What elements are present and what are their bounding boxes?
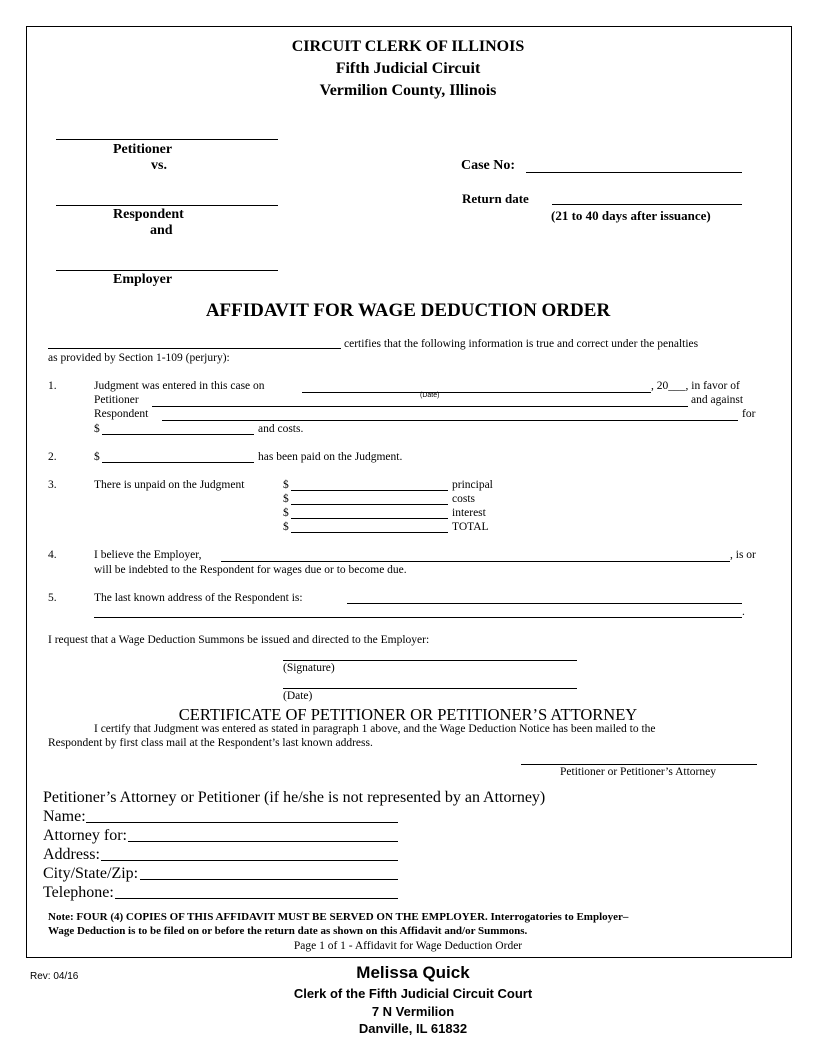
item-3-unpaid-text: There is unpaid on the Judgment bbox=[94, 479, 245, 491]
date-field[interactable] bbox=[283, 688, 577, 689]
item-4-isor-text: , is or bbox=[730, 549, 756, 561]
respondent-name-field[interactable] bbox=[162, 420, 738, 421]
costs-label: costs bbox=[452, 493, 475, 505]
item-5-period: . bbox=[742, 606, 745, 618]
item-1-year-text: , 20___, in favor of bbox=[651, 380, 740, 392]
affiant-name-field[interactable] bbox=[48, 348, 341, 349]
interest-label: interest bbox=[452, 507, 486, 519]
case-no-label: Case No: bbox=[461, 158, 516, 173]
item-1-number: 1. bbox=[48, 380, 57, 392]
principal-field[interactable] bbox=[291, 490, 448, 491]
costs-dollar: $ bbox=[283, 493, 289, 505]
date-hint: (Date) bbox=[420, 392, 440, 399]
respondent-address-field-1[interactable] bbox=[347, 603, 742, 604]
attorney-city-field[interactable] bbox=[140, 879, 398, 880]
clerk-street: 7 N Vermilion bbox=[371, 1004, 455, 1019]
item-1-judgment-text: Judgment was entered in this case on bbox=[94, 380, 265, 392]
return-date-note: (21 to 40 days after issuance) bbox=[551, 208, 711, 223]
return-date-label: Return date bbox=[462, 191, 529, 206]
respondent-label: Respondent bbox=[113, 207, 184, 222]
interest-dollar: $ bbox=[283, 507, 289, 519]
attorney-signature-label: Petitioner or Petitioner’s Attorney bbox=[560, 766, 716, 778]
item-4-number: 4. bbox=[48, 549, 57, 561]
respondent-address-field-2[interactable] bbox=[94, 617, 742, 618]
date-label: (Date) bbox=[283, 690, 313, 702]
employer-line[interactable] bbox=[56, 270, 278, 271]
employer-name-field[interactable] bbox=[221, 561, 730, 562]
case-no-field[interactable] bbox=[526, 172, 742, 173]
and-label: and bbox=[150, 223, 173, 238]
costs-field[interactable] bbox=[291, 504, 448, 505]
principal-dollar: $ bbox=[283, 479, 289, 491]
item-1-for-text: for bbox=[742, 408, 756, 420]
item-4-believe-text: I believe the Employer, bbox=[94, 549, 202, 561]
certificate-line-2: Respondent by first class mail at the Respondent’s last known address. bbox=[48, 737, 373, 749]
petitioner-label: Petitioner bbox=[113, 142, 173, 157]
intro-certifies: certifies that the following information is true and correct under the penalties bbox=[344, 338, 699, 350]
judgment-amount-field[interactable] bbox=[102, 434, 254, 435]
item-2-dollar: $ bbox=[94, 451, 100, 463]
clerk-title: Clerk of the Fifth Judicial Circuit Court bbox=[293, 986, 533, 1001]
attorney-address-field[interactable] bbox=[101, 860, 398, 861]
attorney-for-label: Attorney for: bbox=[43, 827, 127, 844]
vs-label: vs. bbox=[151, 158, 167, 173]
attorney-signature-field[interactable] bbox=[521, 764, 757, 765]
signature-label: (Signature) bbox=[283, 662, 335, 674]
signature-field[interactable] bbox=[283, 660, 577, 661]
request-text: I request that a Wage Deduction Summons be issued and directed to the Employer: bbox=[48, 634, 430, 646]
attorney-address-label: Address: bbox=[43, 846, 100, 863]
page-footer: Page 1 of 1 - Affidavit for Wage Deduction Order bbox=[293, 940, 523, 952]
attorney-telephone-label: Telephone: bbox=[43, 884, 114, 901]
certificate-title: CERTIFICATE OF PETITIONER OR PETITIONER’S ATTORNEY bbox=[178, 705, 638, 724]
header-court: CIRCUIT CLERK OF ILLINOIS bbox=[291, 38, 525, 55]
item-5-number: 5. bbox=[48, 592, 57, 604]
form-border bbox=[26, 26, 792, 958]
respondent-line[interactable] bbox=[56, 205, 278, 206]
total-field[interactable] bbox=[291, 532, 448, 533]
item-4-indebted-text: will be indebted to the Respondent for wages due or to become due. bbox=[94, 564, 407, 576]
paid-amount-field[interactable] bbox=[102, 462, 254, 463]
header-circuit: Fifth Judicial Circuit bbox=[335, 60, 481, 77]
item-5-address-text: The last known address of the Respondent is: bbox=[94, 592, 303, 604]
item-2-paid-text: has been paid on the Judgment. bbox=[258, 451, 403, 463]
item-2-number: 2. bbox=[48, 451, 57, 463]
judgment-date-field[interactable] bbox=[302, 392, 651, 393]
intro-section: as provided by Section 1-109 (perjury): bbox=[48, 352, 230, 364]
attorney-name-field[interactable] bbox=[86, 822, 398, 823]
attorney-city-label: City/State/Zip: bbox=[43, 865, 139, 882]
petitioner-name-field[interactable] bbox=[152, 406, 688, 407]
item-1-petitioner-label: Petitioner bbox=[94, 394, 139, 406]
return-date-field[interactable] bbox=[552, 204, 742, 205]
attorney-telephone-field[interactable] bbox=[115, 898, 398, 899]
header-county: Vermilion County, Illinois bbox=[319, 82, 497, 99]
item-1-costs-text: and costs. bbox=[258, 423, 304, 435]
revision-label: Rev: 04/16 bbox=[30, 971, 79, 982]
clerk-city: Danville, IL 61832 bbox=[358, 1021, 468, 1036]
note-line-1: Note: FOUR (4) COPIES OF THIS AFFIDAVIT MUST BE SERVED ON THE EMPLOYER. Interrogatories to Employer– bbox=[48, 911, 629, 923]
attorney-for-field[interactable] bbox=[128, 841, 398, 842]
item-3-number: 3. bbox=[48, 479, 57, 491]
item-1-respondent-label: Respondent bbox=[94, 408, 149, 420]
petitioner-line[interactable] bbox=[56, 139, 278, 140]
interest-field[interactable] bbox=[291, 518, 448, 519]
item-1-against-text: and against bbox=[691, 394, 744, 406]
attorney-heading: Petitioner’s Attorney or Petitioner (if he/she is not represented by an Attorney) bbox=[43, 789, 546, 806]
clerk-name: Melissa Quick bbox=[356, 963, 470, 982]
total-dollar: $ bbox=[283, 521, 289, 533]
total-label: TOTAL bbox=[452, 521, 489, 533]
attorney-name-label: Name: bbox=[43, 808, 86, 825]
employer-label: Employer bbox=[113, 272, 173, 287]
principal-label: principal bbox=[452, 479, 493, 491]
note-line-2: Wage Deduction is to be filed on or before the return date as shown on this Affidavit and/or Summons. bbox=[48, 925, 528, 937]
item-1-dollar: $ bbox=[94, 423, 100, 435]
certificate-line-1: I certify that Judgment was entered as stated in paragraph 1 above, and the Wage Deduction Notice has been mailed to the bbox=[94, 723, 656, 735]
page-title: AFFIDAVIT FOR WAGE DEDUCTION ORDER bbox=[205, 300, 611, 321]
